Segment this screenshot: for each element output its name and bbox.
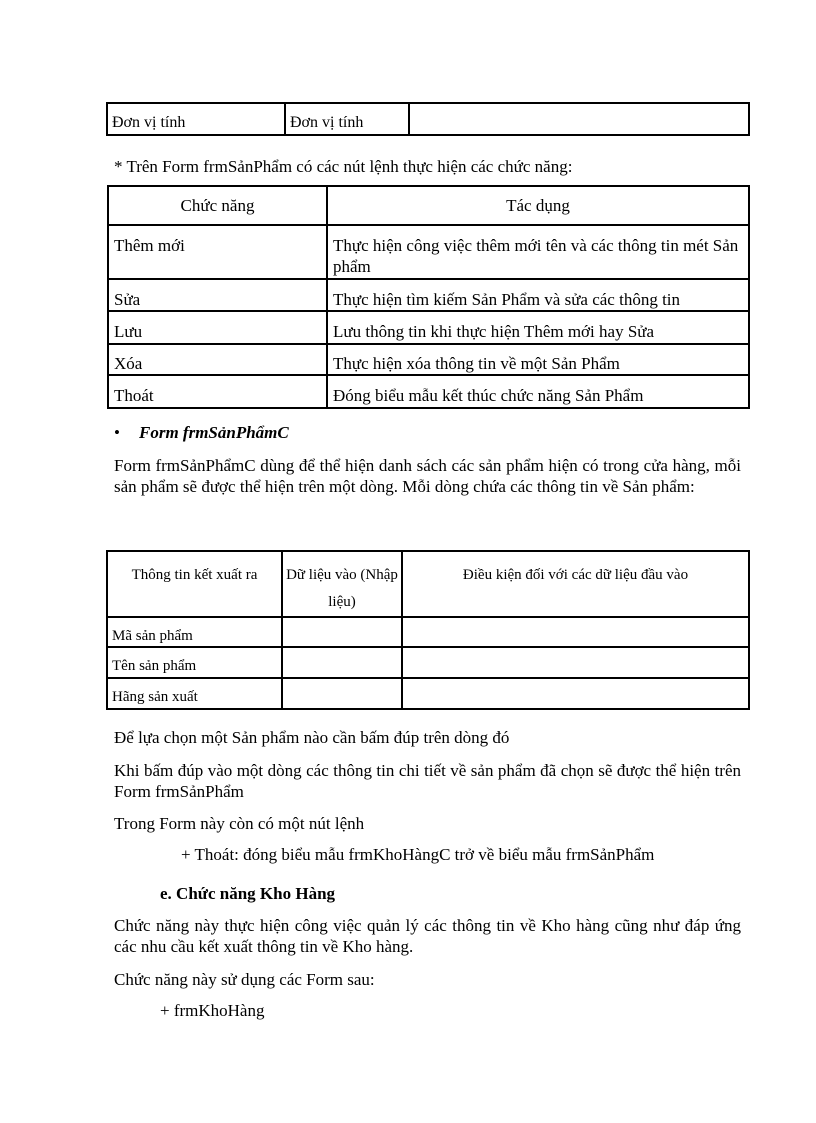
units-cell-3 [409,103,749,135]
units-cell-2: Đơn vị tính [285,103,409,135]
function-header-name: Chức năng [108,186,327,225]
form-list-item: + frmKhoHàng [160,1001,265,1020]
doubleclick-description: Khi bấm đúp vào một dòng các thông tin chi tiết về sản phẩm đã chọn sẽ được thể hiện trên Form frmSảnPhẩm [114,761,741,801]
output-header-condition: Điều kiện đối với các dữ liệu đầu vào [402,551,749,617]
table-row [107,617,749,647]
function-name: Xóa [108,344,327,375]
output-condition-cell [402,617,749,647]
function-desc: Thực hiện công việc thêm mới tên và các thông tin mét Sản phẩm [327,225,749,279]
buttons-intro: * Trên Form frmSảnPhẩm có các nút lệnh thực hiện các chức năng: [114,157,573,176]
output-field: Mã sản phẩm [107,617,282,647]
table-row [107,647,749,678]
table-row [108,344,749,375]
function-desc: Thực hiện xóa thông tin về một Sản Phẩm [327,344,749,375]
function-desc: Lưu thông tin khi thực hiện Thêm mới hay Sửa [327,311,749,344]
kho-hang-description: Chức năng này thực hiện công việc quản lý các thông tin về Kho hàng cũng như đáp ứng các nhu cầu kết xuất thông tin về Kho hàng. [114,916,741,956]
form-c-heading: Form frmSảnPhẩmC [139,423,289,442]
table-row [108,375,749,408]
table-row [108,279,749,311]
section-heading-kho-hang: e. Chức năng Kho Hàng [160,884,336,903]
select-instruction: Để lựa chọn một Sản phẩm nào cần bấm đúp trên dòng đó [114,728,510,747]
output-field: Hãng sản xuất [107,678,282,709]
table-row [108,311,749,344]
units-cell-1: Đơn vị tính [107,103,285,135]
output-condition-cell [402,678,749,709]
table-row [108,225,749,279]
units-table [106,102,750,136]
output-header-info: Thông tin kết xuất ra [107,551,282,617]
exit-button-description: + Thoát: đóng biểu mẫu frmKhoHàngC trở về biểu mẫu frmSảnPhẩm [181,845,655,864]
output-table [106,550,750,710]
function-name: Lưu [108,311,327,344]
output-input-cell [282,678,402,709]
output-field: Tên sản phẩm [107,647,282,678]
output-input-cell [282,617,402,647]
function-name: Sửa [108,279,327,311]
output-input-cell [282,647,402,678]
function-name: Thoát [108,375,327,408]
output-header-input: Dữ liệu vào (Nhập liệu) [282,551,402,617]
forms-intro: Chức năng này sử dụng các Form sau: [114,970,375,989]
bullet-symbol: • [114,423,120,442]
function-name: Thêm mới [108,225,327,279]
function-desc: Thực hiện tìm kiếm Sản Phẩm và sửa các thông tin [327,279,749,311]
function-table [107,185,750,409]
function-header-desc: Tác dụng [327,186,749,225]
form-c-description: Form frmSảnPhẩmC dùng để thể hiện danh sách các sản phẩm hiện có trong cửa hàng, mỗi sản phẩm sẽ được thể hiện trên một dòng. Mỗi dòng chứa các thông tin về Sản phẩm: [114,456,741,496]
button-intro: Trong Form này còn có một nút lệnh [114,814,365,833]
output-condition-cell [402,647,749,678]
function-desc: Đóng biểu mẫu kết thúc chức năng Sản Phẩm [327,375,749,408]
table-row [107,678,749,709]
